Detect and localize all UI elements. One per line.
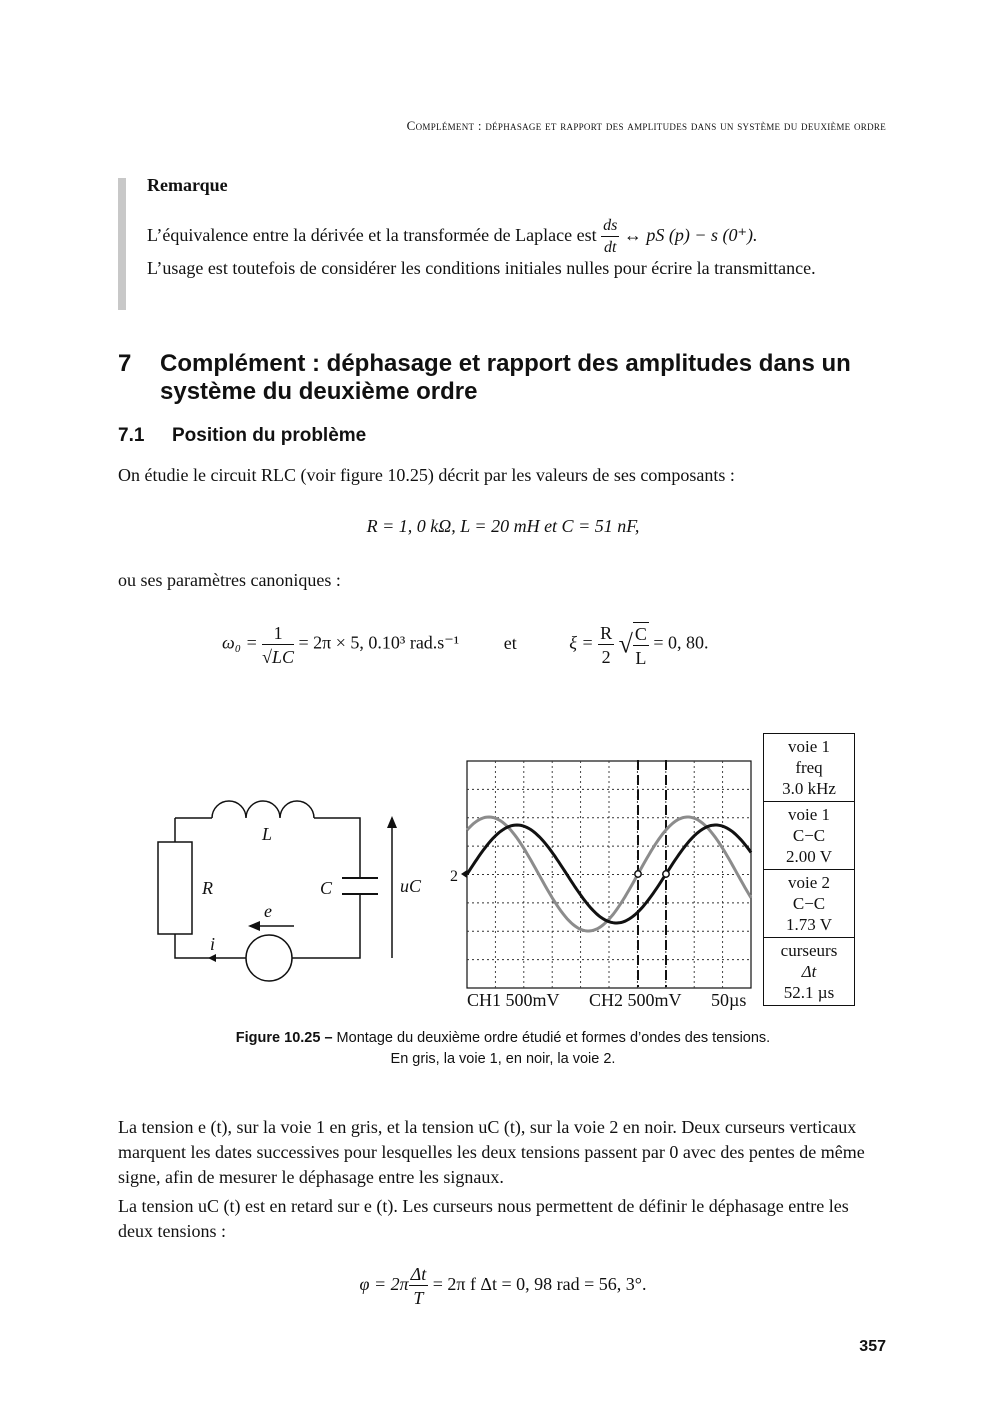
derivative-num: ds	[601, 218, 619, 237]
running-header: Complément : déphasage et rapport des amplitudes dans un système du deuxième ordre	[406, 118, 886, 133]
scope-grid	[467, 761, 751, 988]
section-7-title: Complément : déphasage et rapport des amplitudes dans un système du deuxième ordre	[160, 350, 851, 405]
inductor-coil	[212, 801, 314, 818]
omega-fraction	[262, 624, 294, 666]
rlc-circuit-diagram	[150, 790, 440, 1000]
remark-line1-before: L’équivalence entre la dérivée et la transformée de Laplace est	[147, 225, 597, 246]
omega-num: 1	[262, 624, 294, 645]
label-e: e	[264, 901, 272, 921]
channel-marker: 2	[450, 868, 458, 885]
phi-fraction	[409, 1265, 429, 1307]
source-circle	[246, 935, 292, 981]
panel-value: 1.73 V	[786, 915, 832, 934]
paragraph-4: La tension uC (t) est en retard sur e (t). Les curseurs nous permettent de définir le déphasage entre les deux tensions :	[118, 1196, 849, 1241]
label-uC: uC	[400, 876, 422, 896]
phi-lhs: φ = 2π	[359, 1274, 409, 1295]
xi-lhs: ξ =	[569, 632, 594, 653]
xi-sqrt-num: C	[634, 624, 647, 644]
phi-den: T	[413, 1288, 424, 1308]
panel-sub: Δt	[801, 962, 817, 981]
panel-label: voie 1	[787, 805, 831, 824]
caption-line1	[118, 1028, 888, 1049]
panel-cell-freq	[764, 734, 854, 802]
equation-phase	[118, 1265, 888, 1307]
capacitor-plates	[342, 878, 378, 894]
panel-value: 3.0 kHz	[782, 779, 836, 798]
derivative-den: dt	[603, 239, 617, 256]
xi-sqrt-fraction	[633, 622, 649, 667]
label-L: L	[262, 824, 273, 844]
xi-fraction	[598, 624, 614, 666]
omega-den: √LC	[262, 646, 295, 667]
cursor-2-crossing	[663, 871, 669, 877]
panel-value: 2.00 V	[786, 847, 832, 866]
section-7-number: 7	[118, 350, 132, 377]
figure-caption	[118, 1028, 888, 1070]
xi-rhs: = 0, 80.	[653, 632, 709, 653]
label-C: C	[320, 878, 333, 898]
remark-title: Remarque	[147, 175, 228, 195]
waveform-voie-1	[467, 817, 751, 931]
measurement-panel	[763, 733, 855, 1006]
xi-num: R	[600, 622, 613, 643]
panel-cell-voie1-cc	[764, 802, 854, 870]
derivative-fraction	[601, 218, 619, 256]
et-word: et	[503, 632, 517, 653]
section-7-1-title: Position du problème	[172, 425, 367, 446]
equation-canonical	[222, 622, 709, 667]
cursor-1-crossing	[635, 871, 641, 877]
panel-label: voie 2	[787, 873, 831, 892]
scope-timebase-label: 50µs	[711, 990, 747, 1010]
label-i: i	[210, 934, 216, 954]
panel-cell-voie2-cc	[764, 870, 854, 938]
resistor-box	[158, 842, 192, 934]
scope-ch2-label: CH2 500mV	[589, 990, 682, 1010]
phi-rhs: = 2π f Δt = 0, 98 rad = 56, 3°.	[432, 1274, 647, 1295]
section-7-1-number: 7.1	[118, 425, 145, 446]
remark-line1-after: ↔ pS (p) − s (0⁺).	[623, 225, 758, 246]
scope-ch1-label: CH1 500mV	[467, 990, 560, 1010]
xi-sqrt-den: L	[635, 648, 647, 668]
panel-cell-cursors	[764, 938, 854, 1005]
equation-components: R = 1, 0 kΩ, L = 20 mH et C = 51 nF,	[366, 516, 640, 536]
panel-sub: C−C	[792, 826, 826, 845]
label-R: R	[202, 878, 213, 898]
panel-sub: C−C	[792, 894, 826, 913]
sqrt-sign-icon: √	[618, 629, 633, 659]
panel-label: curseurs	[780, 941, 838, 960]
omega-lhs: ω₀ =	[222, 632, 258, 653]
caption-text-1: Montage du deuxième ordre étudié et formes d’ondes des tensions.	[336, 1030, 771, 1046]
uc-arrow-head	[387, 816, 397, 828]
remark-line2: L’usage est toutefois de considérer les conditions initiales nulles pour écrire la transmittance.	[147, 258, 816, 278]
wire-top-right	[314, 818, 360, 878]
panel-value: 52.1 µs	[783, 983, 835, 1002]
paragraph-1: On étudie le circuit RLC (voir figure 10.25) décrit par les valeurs de ses composants :	[118, 465, 735, 485]
caption-text-2: En gris, la voie 1, en noir, la voie 2.	[390, 1051, 616, 1067]
xi-den: 2	[601, 646, 611, 667]
panel-sub: freq	[795, 758, 823, 777]
panel-label: voie 1	[787, 737, 831, 756]
caption-label: Figure 10.25 –	[235, 1030, 333, 1046]
wire-right-bottom	[292, 894, 360, 958]
paragraph-3: La tension e (t), sur la voie 1 en gris, et la tension uC (t), sur la voie 2 en noir. Deux curseurs verticaux marquent les dates successives pour lesquelles les deux tensions passent par 0 avec des pentes de même signe, afin de mesurer le déphasage entre les signaux.	[118, 1117, 865, 1187]
e-arrow-head	[248, 921, 260, 931]
remark-line1	[147, 218, 887, 256]
page-number: 357	[859, 1338, 886, 1355]
oscilloscope-screen	[450, 755, 760, 990]
current-arrow-head	[208, 954, 216, 962]
remark-text	[147, 218, 887, 282]
remark-bar	[118, 178, 126, 310]
section-7-1-heading	[118, 425, 367, 447]
paragraph-2: ou ses paramètres canoniques :	[118, 570, 341, 590]
channel-marker-arrow	[461, 870, 467, 878]
omega-rhs: = 2π × 5, 0.10³ rad.s⁻¹	[298, 632, 460, 653]
waveform-voie-2	[467, 825, 751, 923]
phi-num: Δt	[410, 1264, 427, 1284]
